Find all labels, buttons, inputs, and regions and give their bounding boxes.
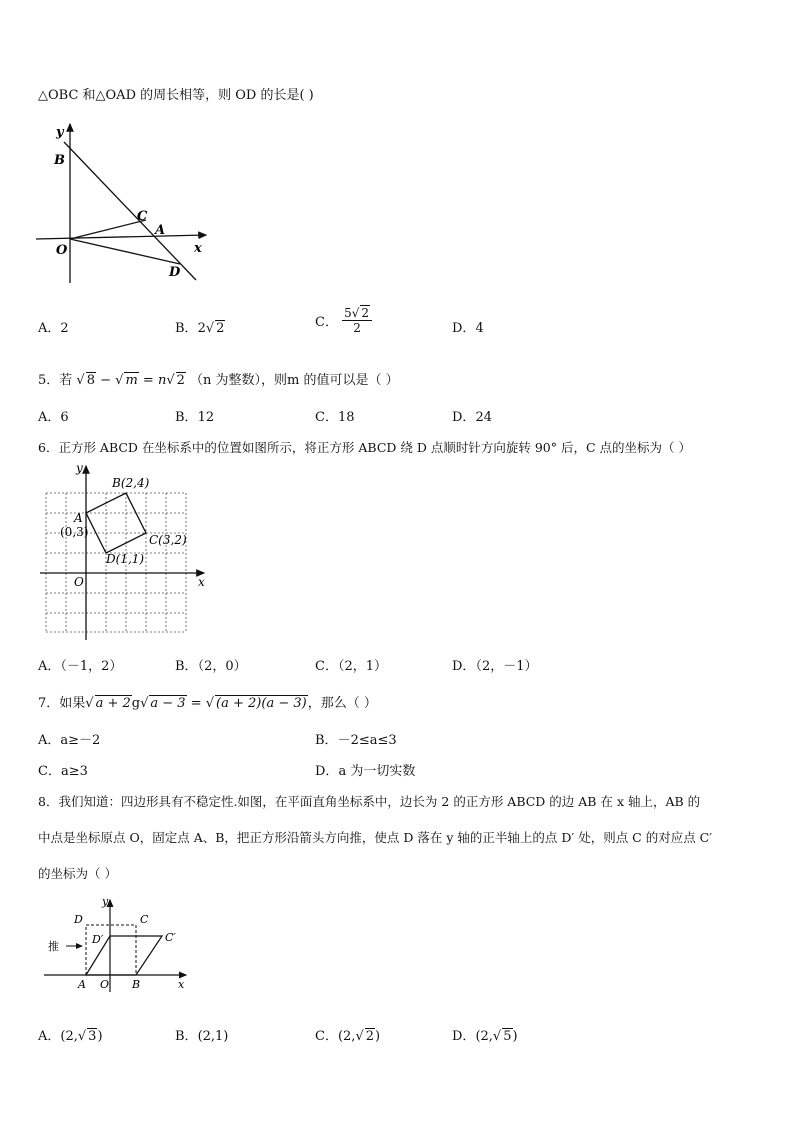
- q8-line-3: 的坐标为（ ）: [38, 866, 117, 881]
- q7-option-a[interactable]: A．a≥－2: [38, 733, 101, 748]
- q8-option-b[interactable]: B．(2,1): [175, 1029, 229, 1044]
- label-o: O: [74, 575, 84, 589]
- label-o: O: [56, 243, 68, 258]
- q6-figure: [38, 462, 210, 644]
- segment-od: [70, 239, 180, 264]
- label-c: C: [137, 209, 148, 224]
- q5-option-a[interactable]: A．6: [38, 410, 69, 425]
- q6-option-d[interactable]: D．（2，－1）: [452, 659, 538, 674]
- q8-option-d[interactable]: D．(2,√ 5): [452, 1029, 518, 1044]
- sqrt-sign: √: [205, 321, 215, 336]
- q7-stem: 7．如果√ a + 2g√ a − 3 = √ (a + 2)(a − 3)，那么（ ）: [38, 696, 377, 711]
- q4-figure: [34, 118, 214, 288]
- label-y: y: [56, 125, 64, 140]
- q6-option-c[interactable]: C．（2，1）: [315, 659, 387, 674]
- q5-option-b[interactable]: B．12: [175, 410, 215, 425]
- label-x: x: [198, 575, 205, 589]
- q4-option-c[interactable]: C． $\frac{5√ 2}{2}$: [315, 306, 372, 335]
- label-a-coords: (0,3): [60, 525, 89, 539]
- q5-option-c[interactable]: C．18: [315, 410, 355, 425]
- label-c-prime: C′: [165, 931, 176, 944]
- x-axis: [36, 235, 206, 239]
- q4-option-d[interactable]: D．4: [452, 321, 484, 336]
- label-x: x: [178, 978, 185, 991]
- q8-figure: [40, 896, 200, 998]
- label-y: y: [102, 896, 109, 908]
- fraction: $\frac{5√ 2}{2}$: [342, 306, 372, 335]
- q6-stem: 6．正方形 ABCD 在坐标系中的位置如图所示，将正方形 ABCD 绕 D 点顺时针方向旋转 90° 后，C 点的坐标为（ ）: [38, 440, 691, 455]
- q7-option-c[interactable]: C．a≥3: [38, 764, 88, 779]
- label-d-prime: D′: [92, 933, 104, 946]
- label-x: x: [194, 241, 202, 256]
- label-a: A: [74, 511, 83, 525]
- label-a: A: [155, 223, 166, 238]
- q8-option-c[interactable]: C．(2,√ 2): [315, 1029, 381, 1044]
- q4-option-a[interactable]: A．2: [38, 321, 69, 336]
- label-b: B: [54, 153, 65, 168]
- q6-option-b[interactable]: B．（2，0）: [175, 659, 247, 674]
- label-b: B(2,4): [112, 476, 150, 490]
- q8-option-a[interactable]: A．(2,√ 3): [38, 1029, 103, 1044]
- q4-option-b[interactable]: B．2√ 2: [175, 321, 225, 336]
- q5-stem: 5．若 √ 8 − √ m = n√ 2 （n 为整数），则m 的值可以是（ ）: [38, 373, 399, 388]
- label-a: A: [78, 978, 86, 991]
- q4-stem: △OBC 和△OAD 的周长相等，则 OD 的长是( ): [38, 88, 314, 103]
- label-c: C: [140, 913, 149, 926]
- label-push: 推: [48, 940, 59, 953]
- label-b: B: [132, 978, 141, 991]
- label-d: D: [74, 913, 83, 926]
- label-d: D: [169, 265, 181, 280]
- label-c: C(3,2): [149, 533, 187, 547]
- line-bd: [64, 142, 196, 280]
- label-o: O: [100, 978, 110, 991]
- q5-option-d[interactable]: D．24: [452, 410, 492, 425]
- q6-option-a[interactable]: A．（－1，2）: [38, 659, 123, 674]
- label-d: D(1,1): [106, 552, 145, 566]
- q8-line-1: 8．我们知道：四边形具有不稳定性.如图，在平面直角坐标系中，边长为 2 的正方形 ABCD 的边 AB 在 x 轴上，AB 的: [38, 794, 701, 809]
- q8-line-2: 中点是坐标原点 O，固定点 A、B，把正方形沿箭头方向推，使点 D 落在 y 轴的正半轴上的点 D′ 处，则点 C 的对应点 C′: [38, 830, 713, 845]
- q7-option-d[interactable]: D．a 为一切实数: [315, 764, 416, 779]
- label-y: y: [76, 462, 83, 475]
- square-abcd: [86, 493, 146, 553]
- q7-option-b[interactable]: B．－2≤a≤3: [315, 733, 397, 748]
